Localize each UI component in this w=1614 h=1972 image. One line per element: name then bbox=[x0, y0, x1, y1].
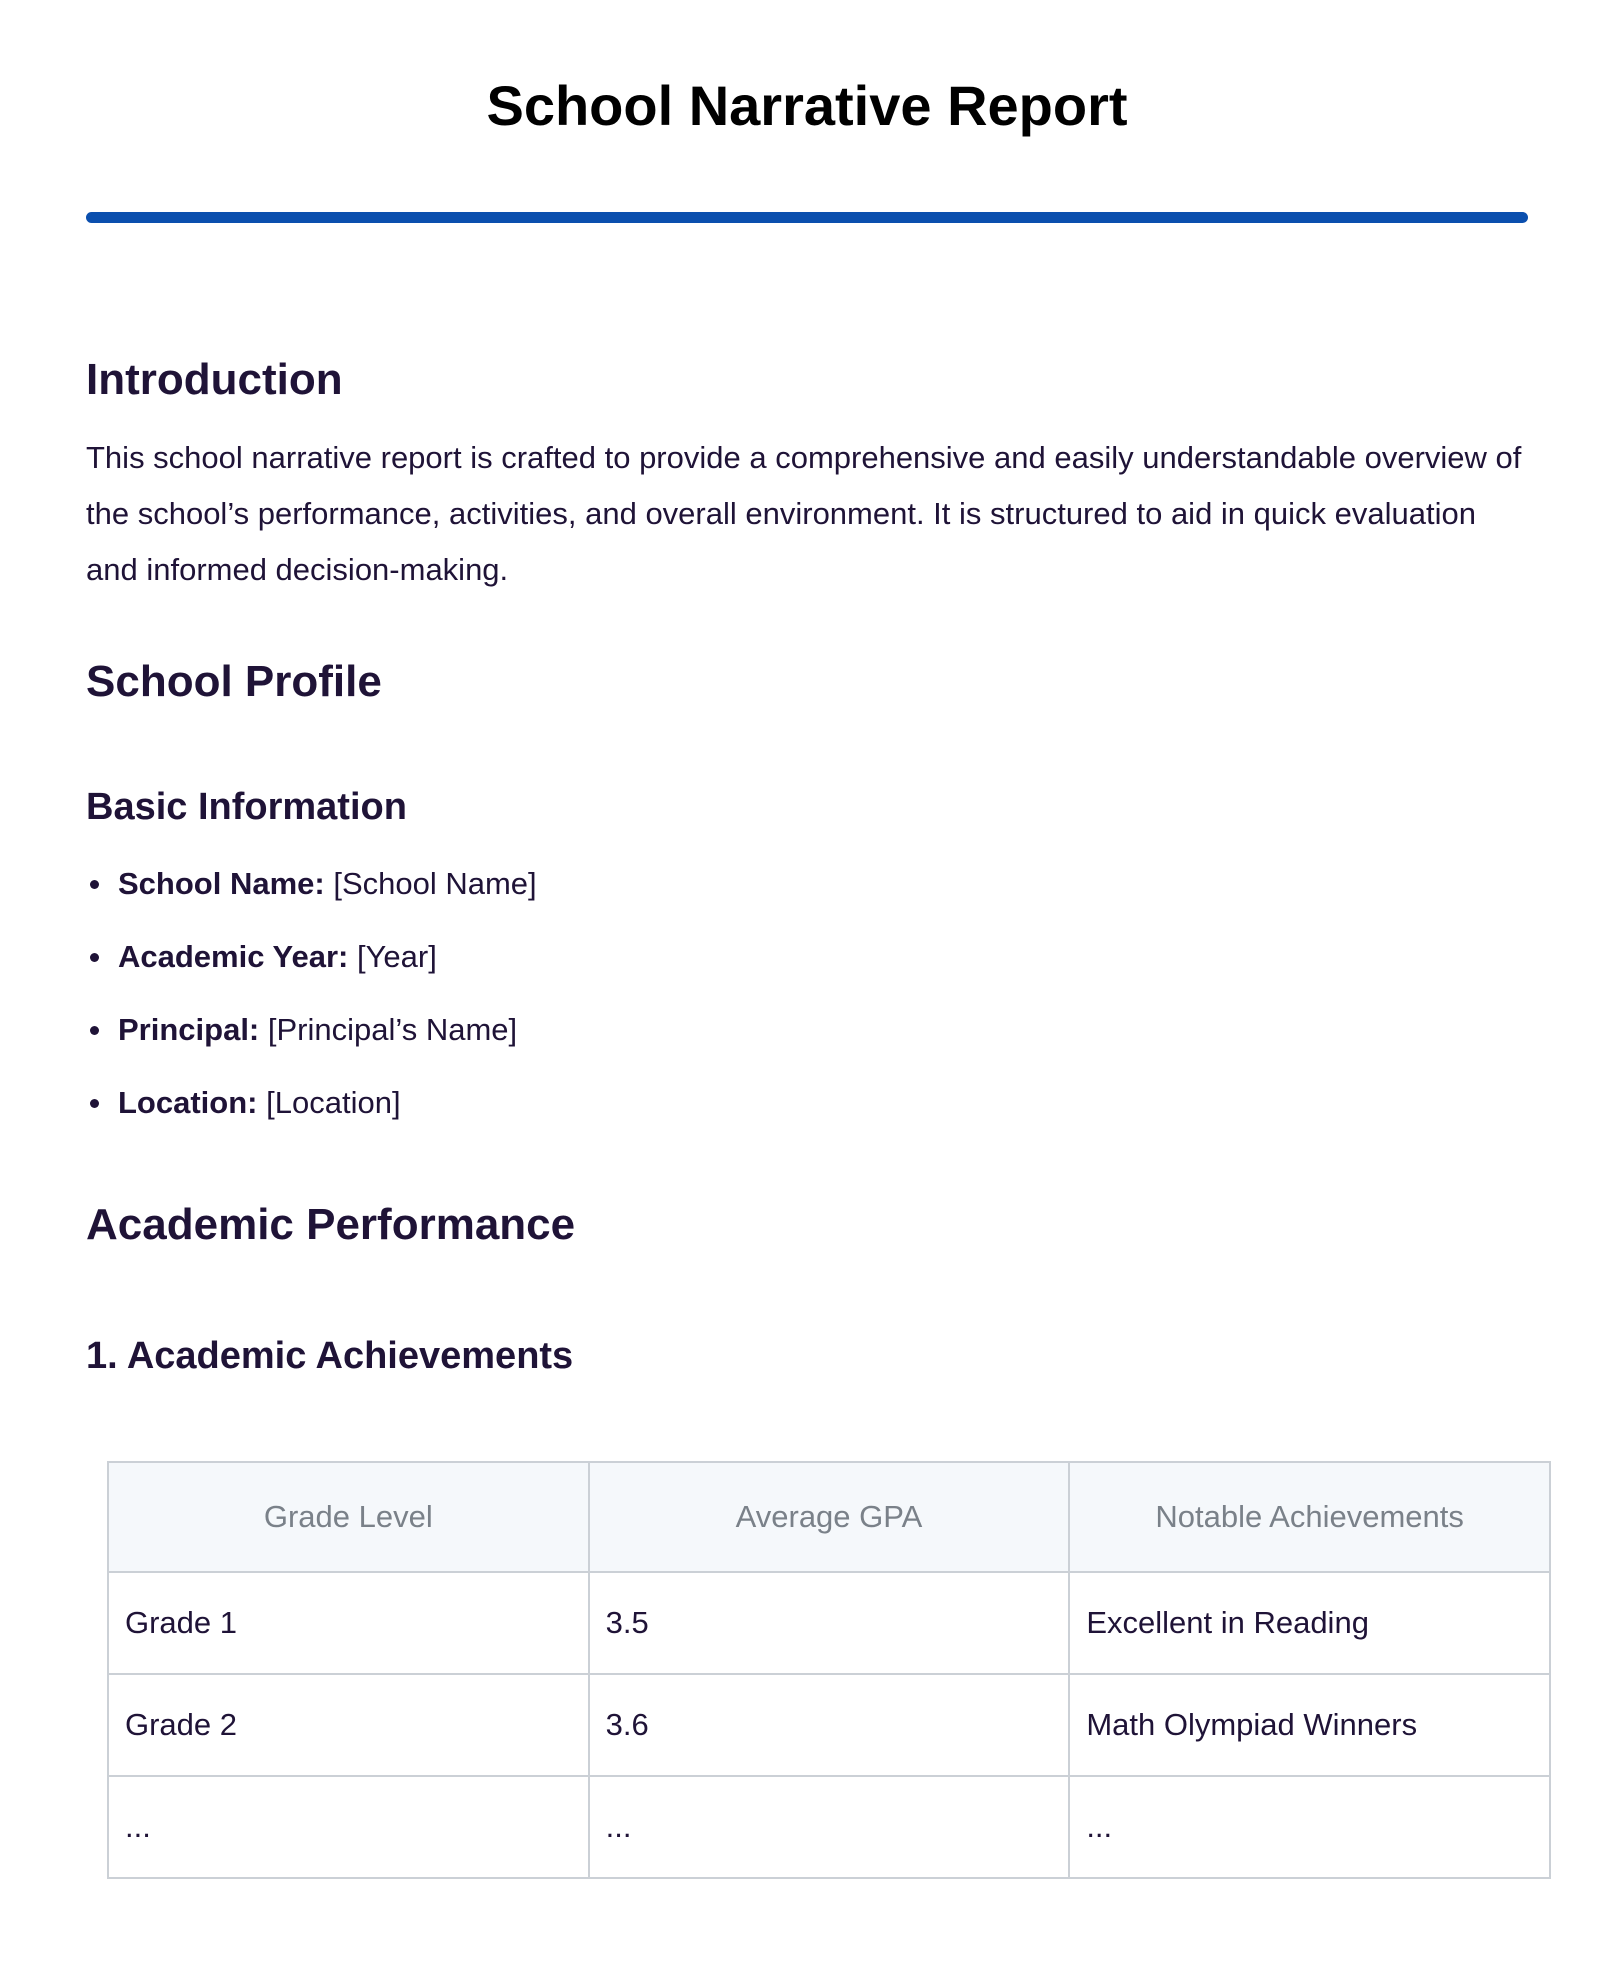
table-cell: Grade 1 bbox=[108, 1572, 589, 1674]
basic-information-heading: Basic Information bbox=[86, 786, 407, 828]
column-header-notable-achievements: Notable Achievements bbox=[1069, 1462, 1550, 1572]
achievements-table bbox=[107, 1461, 1551, 1879]
info-label: Academic Year: bbox=[118, 939, 349, 974]
bullet-icon bbox=[90, 880, 99, 889]
info-label: School Name: bbox=[118, 866, 325, 901]
basic-information-list bbox=[86, 864, 1528, 1123]
info-label: Location: bbox=[118, 1085, 258, 1120]
list-item-school-name bbox=[86, 864, 1528, 904]
bullet-icon bbox=[90, 1099, 99, 1108]
academic-performance-heading: Academic Performance bbox=[86, 1200, 576, 1249]
achievements-table-wrapper bbox=[86, 1461, 1528, 1879]
info-label: Principal: bbox=[118, 1012, 260, 1047]
list-item-principal bbox=[86, 1010, 1528, 1050]
table-row bbox=[108, 1572, 1550, 1674]
info-value: [Principal’s Name] bbox=[267, 1012, 518, 1047]
column-header-grade-level: Grade Level bbox=[108, 1462, 589, 1572]
table-cell: ... bbox=[108, 1776, 589, 1878]
table-row bbox=[108, 1776, 1550, 1878]
list-item-academic-year bbox=[86, 937, 1528, 977]
table-cell: Excellent in Reading bbox=[1069, 1572, 1550, 1674]
table-cell: Grade 2 bbox=[108, 1674, 589, 1776]
introduction-heading: Introduction bbox=[86, 355, 343, 404]
info-value: [Location] bbox=[266, 1085, 401, 1120]
list-item-location bbox=[86, 1083, 1528, 1123]
introduction-paragraph: This school narrative report is crafted to provide a comprehensive and easily understandable overview of the school’s performance, activities, and overall environment. It is structured to aid in quick evaluation and informed decision-making. bbox=[86, 440, 1522, 587]
info-value: [School Name] bbox=[333, 866, 537, 901]
table-row bbox=[108, 1674, 1550, 1776]
title-divider bbox=[86, 212, 1528, 223]
academic-achievements-heading: 1. Academic Achievements bbox=[86, 1335, 574, 1377]
table-cell: 3.6 bbox=[589, 1674, 1070, 1776]
document-title: School Narrative Report bbox=[486, 74, 1128, 137]
info-value: [Year] bbox=[356, 939, 437, 974]
table-cell: 3.5 bbox=[589, 1572, 1070, 1674]
table-cell: ... bbox=[589, 1776, 1070, 1878]
school-profile-heading: School Profile bbox=[86, 657, 382, 706]
bullet-icon bbox=[90, 1026, 99, 1035]
column-header-average-gpa: Average GPA bbox=[589, 1462, 1070, 1572]
bullet-icon bbox=[90, 953, 99, 962]
table-cell: Math Olympiad Winners bbox=[1069, 1674, 1550, 1776]
table-header-row bbox=[108, 1462, 1550, 1572]
table-cell: ... bbox=[1069, 1776, 1550, 1878]
